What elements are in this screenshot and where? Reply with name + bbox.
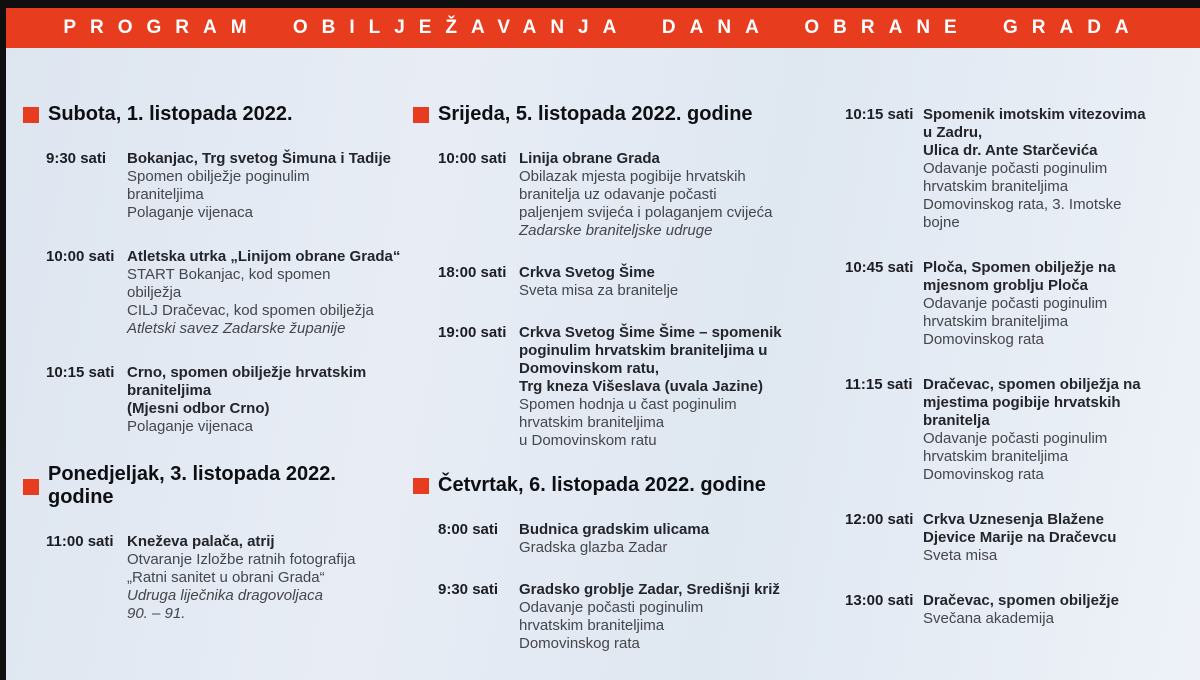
event-detail-line: Odavanje počasti poginulim — [519, 599, 704, 616]
event-detail-line: braniteljima — [127, 382, 212, 399]
event-time: 11:00 sati — [46, 533, 114, 550]
schedule-event — [845, 106, 1195, 232]
event-details — [127, 248, 403, 338]
day-heading-label: Subota, 1. listopada 2022. — [48, 103, 293, 125]
schedule-event — [46, 533, 403, 623]
event-details — [127, 533, 403, 623]
event-detail-line: Odavanje počasti poginulim — [923, 160, 1108, 177]
event-time: 10:00 sati — [46, 248, 115, 265]
schedule-event — [46, 248, 403, 338]
event-time: 18:00 sati — [438, 264, 507, 281]
event-detail-line: Odavanje počasti poginulim — [923, 430, 1108, 447]
event-details — [923, 106, 1195, 232]
event-detail-line: 90. – 91. — [127, 605, 186, 622]
page-title: PROGRAM OBILJEŽAVANJA DANA OBRANE GRADA — [63, 17, 1143, 38]
event-detail-line: Gradska glazba Zadar — [519, 539, 668, 556]
event-details — [519, 264, 808, 300]
event-detail-line: obilježja — [127, 284, 182, 301]
event-time: 11:15 sati — [845, 376, 913, 393]
event-detail-line: Bokanjac, Trg svetog Šimuna i Tadije — [127, 150, 391, 167]
event-detail-line: hrvatskim braniteljima — [923, 178, 1069, 195]
event-detail-line: Spomen obilježje poginulim — [127, 168, 310, 185]
event-detail-line: „Ratni sanitet u obrani Grada“ — [127, 569, 325, 586]
event-details — [923, 592, 1195, 628]
event-detail-line: Domovinskog rata — [519, 635, 640, 652]
event-detail-line: u Domovinskom ratu — [519, 432, 657, 449]
day-bullet-icon — [413, 107, 429, 123]
event-time: 10:45 sati — [845, 259, 914, 276]
day-section — [413, 103, 808, 450]
event-details — [923, 376, 1195, 484]
event-detail-line: Linija obrane Grada — [519, 150, 660, 167]
event-detail-line: Polaganje vijenaca — [127, 418, 253, 435]
event-detail-line: Dračevac, spomen obilježje — [923, 592, 1119, 609]
schedule-event — [438, 264, 808, 300]
day-heading-label: Srijeda, 5. listopada 2022. godine — [438, 103, 753, 125]
event-detail-line: hrvatskim braniteljima — [519, 617, 665, 634]
event-time: 19:00 sati — [438, 324, 507, 341]
event-detail-line: Otvaranje Izložbe ratnih fotografija — [127, 551, 356, 568]
event-detail-line: Crkva Svetog Šime — [519, 264, 655, 281]
column-2 — [413, 103, 808, 677]
event-detail-line: Sveta misa za branitelje — [519, 282, 679, 299]
schedule-event — [438, 324, 808, 450]
event-details — [519, 324, 808, 450]
event-detail-line: branitelja uz odavanje počasti — [519, 186, 717, 203]
day-section — [845, 106, 1195, 628]
event-detail-line: braniteljima — [127, 186, 204, 203]
event-detail-line: Obilazak mjesta pogibije hrvatskih — [519, 168, 746, 185]
day-bullet-icon — [23, 479, 39, 495]
event-detail-line: Crno, spomen obilježje hrvatskim — [127, 364, 367, 381]
event-detail-line: hrvatskim braniteljima — [923, 448, 1069, 465]
schedule-event — [845, 376, 1195, 484]
column-1 — [23, 103, 403, 649]
day-section — [23, 463, 403, 623]
schedule-event — [46, 364, 403, 436]
day-heading — [413, 103, 808, 126]
event-detail-line: Zadarske braniteljske udruge — [519, 222, 713, 239]
event-detail-line: Spomenik imotskim vitezovima — [923, 106, 1146, 123]
event-time: 13:00 sati — [845, 592, 914, 609]
event-detail-line: Atletski savez Zadarske županije — [127, 320, 346, 337]
event-details — [127, 364, 403, 436]
event-detail-line: Crkva Uznesenja Blažene — [923, 511, 1104, 528]
column-3 — [845, 106, 1195, 655]
event-detail-line: Udruga liječnika dragovoljaca — [127, 587, 323, 604]
event-time: 12:00 sati — [845, 511, 914, 528]
event-detail-line: Crkva Svetog Šime Šime – spomenik — [519, 324, 782, 341]
day-heading — [23, 463, 403, 509]
event-details — [923, 259, 1195, 349]
event-detail-line: (Mjesni odbor Crno) — [127, 400, 270, 417]
event-details — [127, 150, 403, 222]
event-details — [519, 581, 808, 653]
event-detail-line: mjestima pogibije hrvatskih — [923, 394, 1121, 411]
schedule-event — [845, 259, 1195, 349]
day-heading-label: Četvrtak, 6. listopada 2022. godine — [438, 474, 766, 496]
day-heading — [23, 103, 403, 126]
event-time: 9:30 sati — [46, 150, 107, 167]
day-heading — [413, 474, 808, 497]
day-section — [23, 103, 403, 436]
event-detail-line: Atletska utrka „Linijom obrane Grada“ — [127, 248, 401, 265]
event-detail-line: Sveta misa — [923, 547, 998, 564]
event-detail-line: Ploča, Spomen obilježje na — [923, 259, 1116, 276]
event-detail-line: bojne — [923, 214, 960, 231]
event-detail-line: Spomen hodnja u čast poginulim — [519, 396, 737, 413]
event-detail-line: Trg kneza Višeslava (uvala Jazine) — [519, 378, 764, 395]
day-heading-label: Ponedjeljak, 3. listopada 2022. godine — [48, 463, 336, 508]
event-detail-line: Dračevac, spomen obilježja na — [923, 376, 1141, 393]
schedule-event — [845, 511, 1195, 565]
event-detail-line: Domovinskog rata, 3. Imotske — [923, 196, 1122, 213]
header-bar — [6, 8, 1200, 48]
event-detail-line: Domovinskog rata — [923, 331, 1044, 348]
event-detail-line: Svečana akademija — [923, 610, 1054, 627]
event-time: 8:00 sati — [438, 521, 499, 538]
day-bullet-icon — [413, 478, 429, 494]
event-time: 10:15 sati — [845, 106, 914, 123]
event-detail-line: Gradsko groblje Zadar, Središnji križ — [519, 581, 780, 598]
left-black-edge — [0, 0, 6, 680]
schedule-event — [845, 592, 1195, 628]
event-detail-line: Odavanje počasti poginulim — [923, 295, 1108, 312]
event-detail-line: START Bokanjac, kod spomen — [127, 266, 331, 283]
schedule-event — [438, 150, 808, 240]
event-detail-line: CILJ Dračevac, kod spomen obilježja — [127, 302, 374, 319]
event-details — [519, 150, 808, 240]
event-detail-line: paljenjem svijeća i polaganjem cvijeća — [519, 204, 773, 221]
event-detail-line: poginulim hrvatskim braniteljima u — [519, 342, 768, 359]
event-detail-line: Ulica dr. Ante Starčevića — [923, 142, 1098, 159]
event-details — [923, 511, 1195, 565]
event-detail-line: hrvatskim braniteljima — [519, 414, 665, 431]
event-time: 9:30 sati — [438, 581, 499, 598]
schedule-event — [438, 581, 808, 653]
schedule-event — [438, 521, 808, 557]
event-time: 10:15 sati — [46, 364, 115, 381]
schedule-event — [46, 150, 403, 222]
event-details — [519, 521, 808, 557]
event-detail-line: Domovinskom ratu, — [519, 360, 660, 377]
day-section — [413, 474, 808, 653]
event-detail-line: Budnica gradskim ulicama — [519, 521, 710, 538]
event-detail-line: hrvatskim braniteljima — [923, 313, 1069, 330]
event-detail-line: u Zadru, — [923, 124, 983, 141]
event-detail-line: Polaganje vijenaca — [127, 204, 253, 221]
event-detail-line: Djevice Marije na Dračevcu — [923, 529, 1117, 546]
top-black-edge — [0, 0, 1200, 8]
event-detail-line: Kneževa palača, atrij — [127, 533, 275, 550]
day-bullet-icon — [23, 107, 39, 123]
event-time: 10:00 sati — [438, 150, 507, 167]
event-detail-line: branitelja — [923, 412, 990, 429]
event-detail-line: mjesnom groblju Ploča — [923, 277, 1089, 294]
event-detail-line: Domovinskog rata — [923, 466, 1044, 483]
